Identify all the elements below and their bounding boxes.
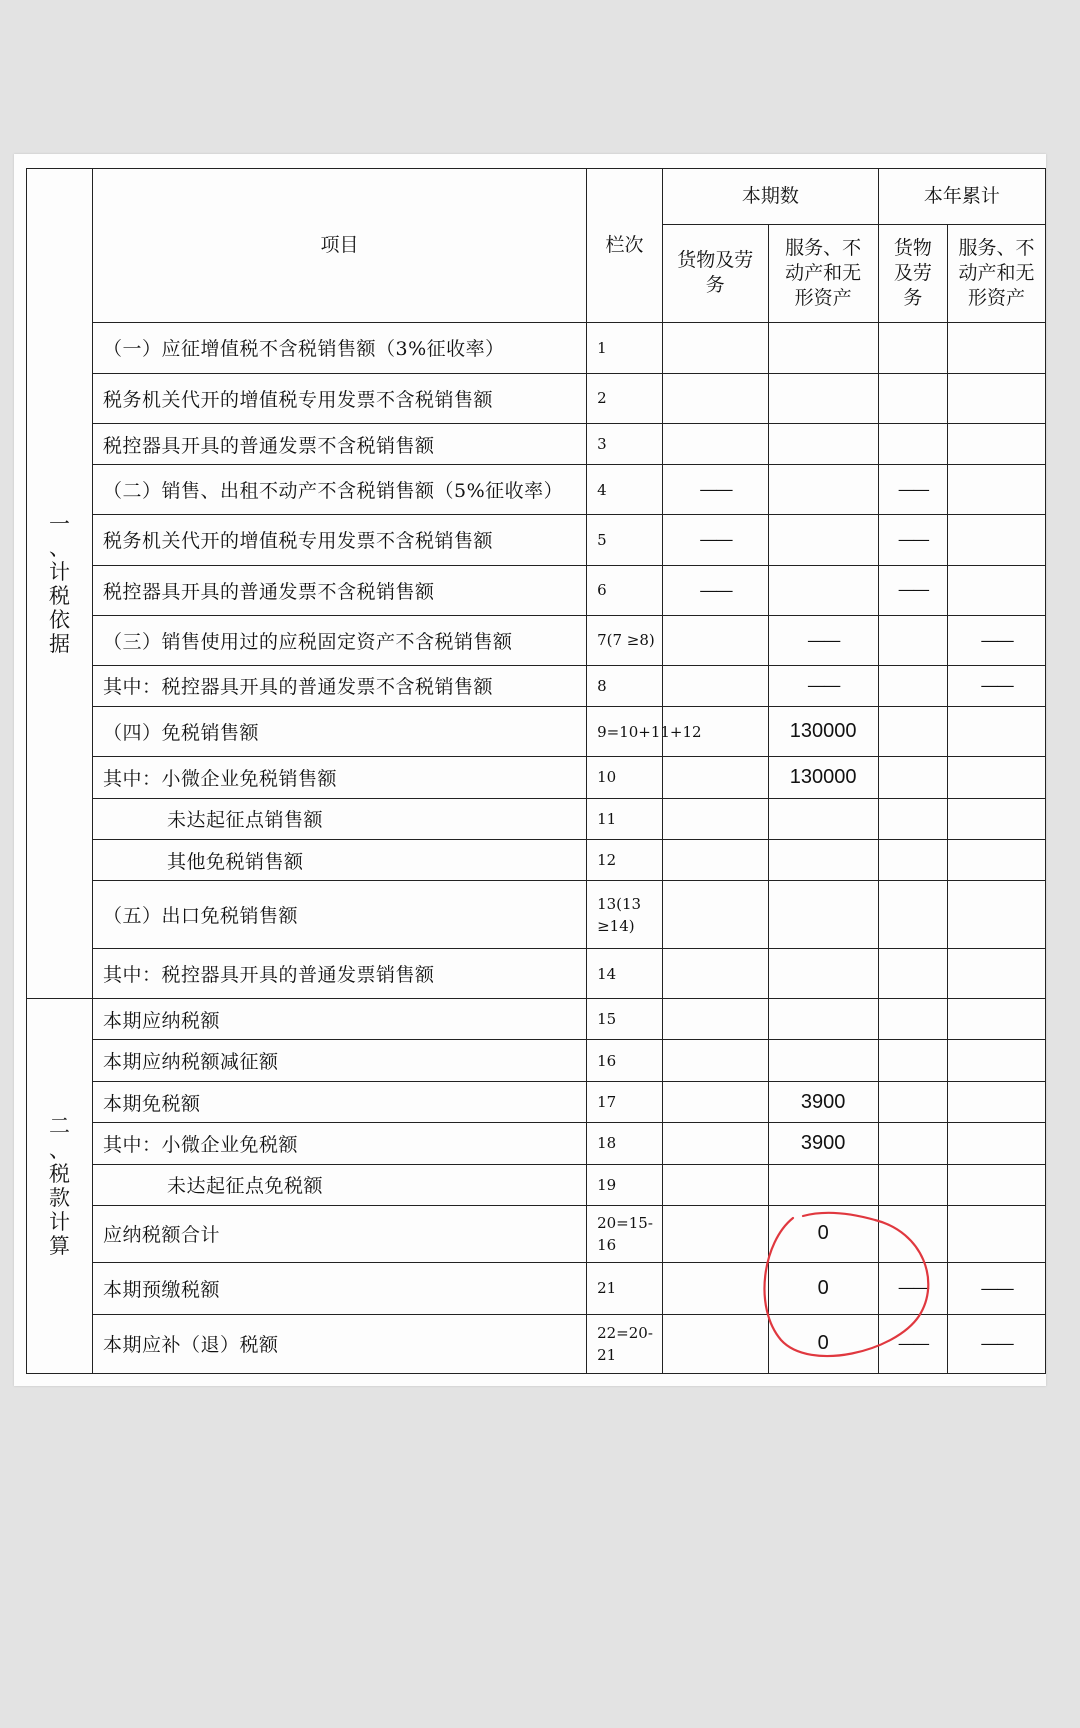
row-line-number: 22=20-21 [587, 1314, 663, 1373]
cell-goods-current [663, 1123, 769, 1164]
cell-services-ytd [947, 565, 1045, 615]
table-row [27, 423, 1046, 464]
cell-goods-ytd: —— [878, 1262, 947, 1314]
row-line-number: 21 [587, 1262, 663, 1314]
header-item: 项目 [93, 169, 587, 323]
cell-goods-current [663, 757, 769, 798]
row-label: （一）应征增值税不含税销售额（3%征收率） [93, 322, 587, 373]
table-row [27, 798, 1046, 839]
row-line-number: 13(13 ≥14) [587, 881, 663, 949]
cell-goods-ytd [878, 1040, 947, 1081]
cell-services-current: 0 [768, 1314, 878, 1373]
row-label: 其中：小微企业免税额 [93, 1123, 587, 1164]
cell-goods-ytd [878, 1164, 947, 1205]
cell-services-current: 0 [768, 1206, 878, 1263]
row-label: 税控器具开具的普通发票不含税销售额 [93, 565, 587, 615]
cell-services-current [768, 1040, 878, 1081]
cell-services-current: 0 [768, 1262, 878, 1314]
row-line-number: 2 [587, 373, 663, 423]
row-label: 未达起征点免税额 [93, 1164, 587, 1205]
row-label: （二）销售、出租不动产不含税销售额（5%征收率） [93, 465, 587, 515]
cell-services-ytd [947, 881, 1045, 949]
table-row [27, 322, 1046, 373]
cell-services-current: 130000 [768, 757, 878, 798]
row-label: 本期免税额 [93, 1081, 587, 1122]
row-line-number: 8 [587, 665, 663, 706]
table-row [27, 615, 1046, 665]
cell-services-ytd: —— [947, 1314, 1045, 1373]
row-line-number: 15 [587, 999, 663, 1040]
row-line-number: 7(7 ≥8) [587, 615, 663, 665]
table-row [27, 465, 1046, 515]
row-label: 本期应纳税额 [93, 999, 587, 1040]
cell-goods-current: —— [663, 515, 769, 565]
cell-services-ytd [947, 707, 1045, 757]
row-line-number: 16 [587, 1040, 663, 1081]
cell-goods-ytd [878, 1206, 947, 1263]
header-goods-current: 货物及劳务 [663, 224, 769, 322]
row-line-number: 6 [587, 565, 663, 615]
cell-services-ytd [947, 1040, 1045, 1081]
cell-goods-ytd [878, 707, 947, 757]
table-row [27, 707, 1046, 757]
cell-services-current: —— [768, 615, 878, 665]
cell-services-ytd [947, 798, 1045, 839]
row-line-number: 17 [587, 1081, 663, 1122]
cell-services-ytd [947, 757, 1045, 798]
cell-goods-current [663, 1164, 769, 1205]
cell-goods-current [663, 373, 769, 423]
row-label: 税务机关代开的增值税专用发票不含税销售额 [93, 515, 587, 565]
table-row [27, 373, 1046, 423]
row-line-number: 11 [587, 798, 663, 839]
row-label: 税务机关代开的增值税专用发票不含税销售额 [93, 373, 587, 423]
header-current-period: 本期数 [663, 169, 879, 225]
cell-goods-current [663, 881, 769, 949]
header-services-ytd: 服务、不动产和无形资产 [947, 224, 1045, 322]
cell-services-current [768, 999, 878, 1040]
tax-return-table [26, 168, 1046, 1374]
cell-services-ytd [947, 322, 1045, 373]
section-two-label: 二 、 税 款 计 算 [27, 999, 93, 1374]
cell-services-current [768, 423, 878, 464]
cell-goods-current [663, 615, 769, 665]
cell-services-current [768, 840, 878, 881]
row-label: 本期应纳税额减征额 [93, 1040, 587, 1081]
cell-services-ytd [947, 1164, 1045, 1205]
row-line-number: 14 [587, 948, 663, 998]
cell-services-ytd [947, 840, 1045, 881]
cell-goods-ytd: —— [878, 515, 947, 565]
row-line-number: 10 [587, 757, 663, 798]
row-line-number: 4 [587, 465, 663, 515]
row-label: 其中：税控器具开具的普通发票销售额 [93, 948, 587, 998]
table-row [27, 948, 1046, 998]
table-row [27, 1314, 1046, 1373]
cell-goods-current [663, 840, 769, 881]
table-row [27, 1123, 1046, 1164]
row-line-number: 1 [587, 322, 663, 373]
cell-goods-ytd [878, 665, 947, 706]
cell-goods-ytd [878, 423, 947, 464]
header-line-number: 栏次 [587, 169, 663, 323]
table-row [27, 1081, 1046, 1122]
header-year-to-date: 本年累计 [878, 169, 1045, 225]
row-label: 其他免税销售额 [93, 840, 587, 881]
row-label: （五）出口免税销售额 [93, 881, 587, 949]
table-row [27, 999, 1046, 1040]
cell-goods-ytd: —— [878, 465, 947, 515]
cell-services-current [768, 515, 878, 565]
cell-goods-ytd: —— [878, 1314, 947, 1373]
cell-goods-ytd [878, 322, 947, 373]
cell-goods-ytd [878, 798, 947, 839]
cell-services-current: —— [768, 665, 878, 706]
cell-services-ytd [947, 373, 1045, 423]
section-one-label: 一 、 计 税 依 据 [27, 169, 93, 999]
cell-services-current [768, 465, 878, 515]
cell-goods-ytd: —— [878, 565, 947, 615]
row-label: 本期应补（退）税额 [93, 1314, 587, 1373]
cell-services-current [768, 798, 878, 839]
table-row [27, 881, 1046, 949]
cell-services-ytd [947, 1081, 1045, 1122]
row-line-number: 18 [587, 1123, 663, 1164]
row-line-number: 5 [587, 515, 663, 565]
cell-services-current [768, 322, 878, 373]
row-label: （三）销售使用过的应税固定资产不含税销售额 [93, 615, 587, 665]
row-label: （四）免税销售额 [93, 707, 587, 757]
row-label: 本期预缴税额 [93, 1262, 587, 1314]
cell-goods-current [663, 1262, 769, 1314]
cell-goods-ytd [878, 1081, 947, 1122]
cell-services-ytd [947, 1206, 1045, 1263]
row-label: 应纳税额合计 [93, 1206, 587, 1263]
cell-goods-current [663, 322, 769, 373]
cell-goods-ytd [878, 948, 947, 998]
cell-services-ytd [947, 423, 1045, 464]
row-label: 税控器具开具的普通发票不含税销售额 [93, 423, 587, 464]
table-row [27, 1164, 1046, 1205]
header-services-current: 服务、不动产和无形资产 [768, 224, 878, 322]
table-row [27, 565, 1046, 615]
cell-services-current [768, 565, 878, 615]
row-line-number: 19 [587, 1164, 663, 1205]
cell-goods-ytd [878, 840, 947, 881]
table-row [27, 665, 1046, 706]
cell-services-ytd [947, 999, 1045, 1040]
cell-goods-current [663, 948, 769, 998]
table-row [27, 757, 1046, 798]
cell-services-current [768, 881, 878, 949]
table-row [27, 1206, 1046, 1263]
cell-goods-current [663, 423, 769, 464]
cell-services-ytd [947, 515, 1045, 565]
cell-services-current: 130000 [768, 707, 878, 757]
row-label: 未达起征点销售额 [93, 798, 587, 839]
row-line-number: 9=10+11+12 [587, 707, 663, 757]
cell-goods-current [663, 999, 769, 1040]
cell-goods-ytd [878, 999, 947, 1040]
cell-goods-current [663, 665, 769, 706]
cell-goods-ytd [878, 373, 947, 423]
cell-services-ytd [947, 1123, 1045, 1164]
cell-goods-current [663, 1081, 769, 1122]
cell-services-ytd [947, 465, 1045, 515]
row-line-number: 12 [587, 840, 663, 881]
cell-services-current [768, 948, 878, 998]
cell-goods-ytd [878, 615, 947, 665]
table-row [27, 840, 1046, 881]
cell-services-current: 3900 [768, 1123, 878, 1164]
cell-goods-current: —— [663, 565, 769, 615]
cell-goods-current: —— [663, 465, 769, 515]
table-row [27, 515, 1046, 565]
cell-services-ytd: —— [947, 615, 1045, 665]
cell-goods-ytd [878, 757, 947, 798]
cell-services-current: 3900 [768, 1081, 878, 1122]
cell-services-current [768, 1164, 878, 1205]
row-label: 其中：小微企业免税销售额 [93, 757, 587, 798]
cell-services-ytd: —— [947, 665, 1045, 706]
header-goods-ytd: 货物及劳务 [878, 224, 947, 322]
row-label: 其中：税控器具开具的普通发票不含税销售额 [93, 665, 587, 706]
cell-goods-ytd [878, 881, 947, 949]
table-row [27, 1262, 1046, 1314]
row-line-number: 3 [587, 423, 663, 464]
cell-services-ytd [947, 948, 1045, 998]
cell-goods-current [663, 1206, 769, 1263]
cell-goods-current [663, 1040, 769, 1081]
cell-services-current [768, 373, 878, 423]
header-row-1 [27, 169, 1046, 225]
cell-goods-current [663, 1314, 769, 1373]
cell-goods-ytd [878, 1123, 947, 1164]
cell-services-ytd: —— [947, 1262, 1045, 1314]
table-row [27, 1040, 1046, 1081]
tax-return-form-page [14, 154, 1046, 1386]
cell-goods-current [663, 798, 769, 839]
row-line-number: 20=15-16 [587, 1206, 663, 1263]
